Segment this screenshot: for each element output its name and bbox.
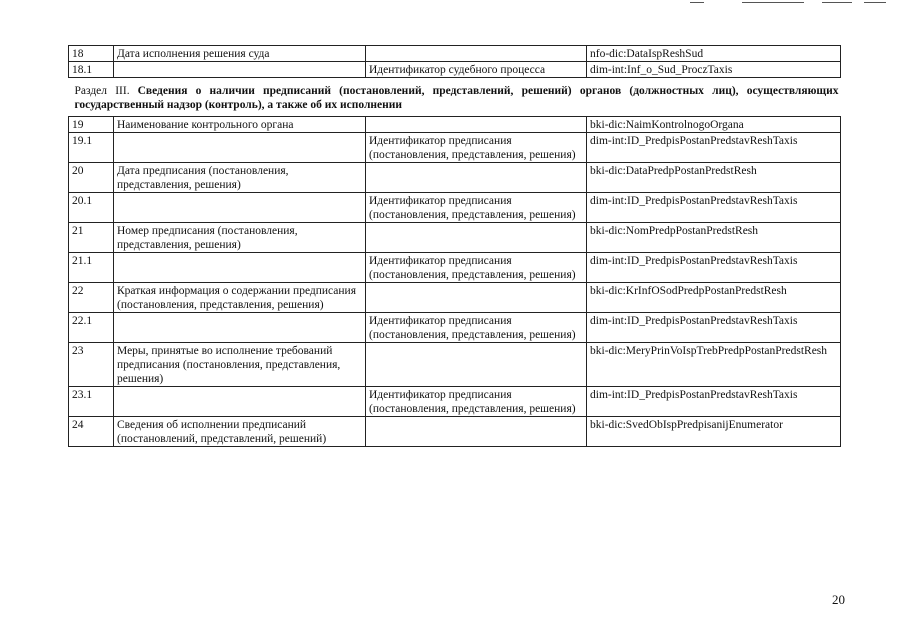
row-dimension-cell: Идентификатор предписания (постановления, представления, решения) bbox=[366, 253, 587, 283]
row-code-cell: dim-int:ID_PredpisPostanPredstavReshTaxis bbox=[587, 313, 841, 343]
section-header-group bbox=[69, 78, 841, 117]
section-header-row bbox=[69, 78, 841, 117]
table-row bbox=[69, 223, 841, 253]
row-dimension-cell: Идентификатор судебного процесса bbox=[366, 62, 587, 78]
row-number-cell: 21 bbox=[69, 223, 114, 253]
row-dimension-cell: Идентификатор предписания (постановления, представления, решения) bbox=[366, 313, 587, 343]
section-title: Сведения о наличии предписаний (постановлений, представлений, решений) органов (должностных лиц), осуществляющих государственный надзор (контроль), а также об их исполнении bbox=[74, 85, 839, 111]
table-row bbox=[69, 62, 841, 78]
table-row bbox=[69, 417, 841, 447]
row-dimension-cell bbox=[366, 417, 587, 447]
row-number-cell: 20 bbox=[69, 163, 114, 193]
row-number-cell: 20.1 bbox=[69, 193, 114, 223]
row-name-cell: Меры, принятые во исполнение требований предписания (постановления, представления, решения) bbox=[114, 343, 366, 387]
row-code-cell: bki-dic:MeryPrinVoIspTrebPredpPostanPredstResh bbox=[587, 343, 841, 387]
row-dimension-cell: Идентификатор предписания (постановления, представления, решения) bbox=[366, 133, 587, 163]
row-name-cell: Дата предписания (постановления, представления, решения) bbox=[114, 163, 366, 193]
section-label: Раздел III. bbox=[74, 85, 130, 97]
table-row bbox=[69, 133, 841, 163]
table-row bbox=[69, 387, 841, 417]
row-name-cell bbox=[114, 62, 366, 78]
row-number-cell: 19 bbox=[69, 117, 114, 133]
table-row bbox=[69, 313, 841, 343]
row-dimension-cell bbox=[366, 117, 587, 133]
table-row bbox=[69, 193, 841, 223]
row-number-cell: 18 bbox=[69, 46, 114, 62]
row-dimension-cell bbox=[366, 46, 587, 62]
row-dimension-cell: Идентификатор предписания (постановления, представления, решения) bbox=[366, 193, 587, 223]
section-header-cell bbox=[69, 78, 841, 117]
attributes-table bbox=[68, 45, 841, 447]
row-name-cell: Дата исполнения решения суда bbox=[114, 46, 366, 62]
page-number: 20 bbox=[832, 592, 845, 607]
row-number-cell: 23 bbox=[69, 343, 114, 387]
row-number-cell: 21.1 bbox=[69, 253, 114, 283]
header-rule-marks bbox=[0, 2, 905, 8]
row-name-cell bbox=[114, 133, 366, 163]
row-number-cell: 24 bbox=[69, 417, 114, 447]
row-name-cell bbox=[114, 253, 366, 283]
row-code-cell: dim-int:ID_PredpisPostanPredstavReshTaxis bbox=[587, 133, 841, 163]
row-number-cell: 22 bbox=[69, 283, 114, 313]
table-row bbox=[69, 163, 841, 193]
row-code-cell: bki-dic:NomPredpPostanPredstResh bbox=[587, 223, 841, 253]
row-number-cell: 18.1 bbox=[69, 62, 114, 78]
row-code-cell: dim-int:ID_PredpisPostanPredstavReshTaxis bbox=[587, 193, 841, 223]
table-row bbox=[69, 46, 841, 62]
row-number-cell: 19.1 bbox=[69, 133, 114, 163]
table-row bbox=[69, 343, 841, 387]
row-name-cell: Сведения об исполнении предписаний (постановлений, представлений, решений) bbox=[114, 417, 366, 447]
row-code-cell: dim-int:Inf_o_Sud_ProczTaxis bbox=[587, 62, 841, 78]
row-name-cell: Номер предписания (постановления, представления, решения) bbox=[114, 223, 366, 253]
table-row bbox=[69, 283, 841, 313]
row-name-cell: Краткая информация о содержании предписания (постановления, представления, решения) bbox=[114, 283, 366, 313]
row-dimension-cell bbox=[366, 343, 587, 387]
row-code-cell: bki-dic:NaimKontrolnogoOrgana bbox=[587, 117, 841, 133]
row-dimension-cell bbox=[366, 163, 587, 193]
row-name-cell: Наименование контрольного органа bbox=[114, 117, 366, 133]
row-code-cell: dim-int:ID_PredpisPostanPredstavReshTaxis bbox=[587, 387, 841, 417]
row-number-cell: 23.1 bbox=[69, 387, 114, 417]
row-name-cell bbox=[114, 313, 366, 343]
row-code-cell: nfo-dic:DataIspReshSud bbox=[587, 46, 841, 62]
table-row bbox=[69, 253, 841, 283]
table-row bbox=[69, 117, 841, 133]
row-code-cell: bki-dic:DataPredpPostanPredstResh bbox=[587, 163, 841, 193]
row-name-cell bbox=[114, 387, 366, 417]
row-code-cell: dim-int:ID_PredpisPostanPredstavReshTaxis bbox=[587, 253, 841, 283]
row-dimension-cell: Идентификатор предписания (постановления, представления, решения) bbox=[366, 387, 587, 417]
row-number-cell: 22.1 bbox=[69, 313, 114, 343]
row-dimension-cell bbox=[366, 223, 587, 253]
row-dimension-cell bbox=[366, 283, 587, 313]
row-name-cell bbox=[114, 193, 366, 223]
table-body-section-iii bbox=[69, 117, 841, 447]
row-code-cell: bki-dic:SvedObIspPredpisanijEnumerator bbox=[587, 417, 841, 447]
table-body-section-ii bbox=[69, 46, 841, 78]
row-code-cell: bki-dic:KrInfOSodPredpPostanPredstResh bbox=[587, 283, 841, 313]
